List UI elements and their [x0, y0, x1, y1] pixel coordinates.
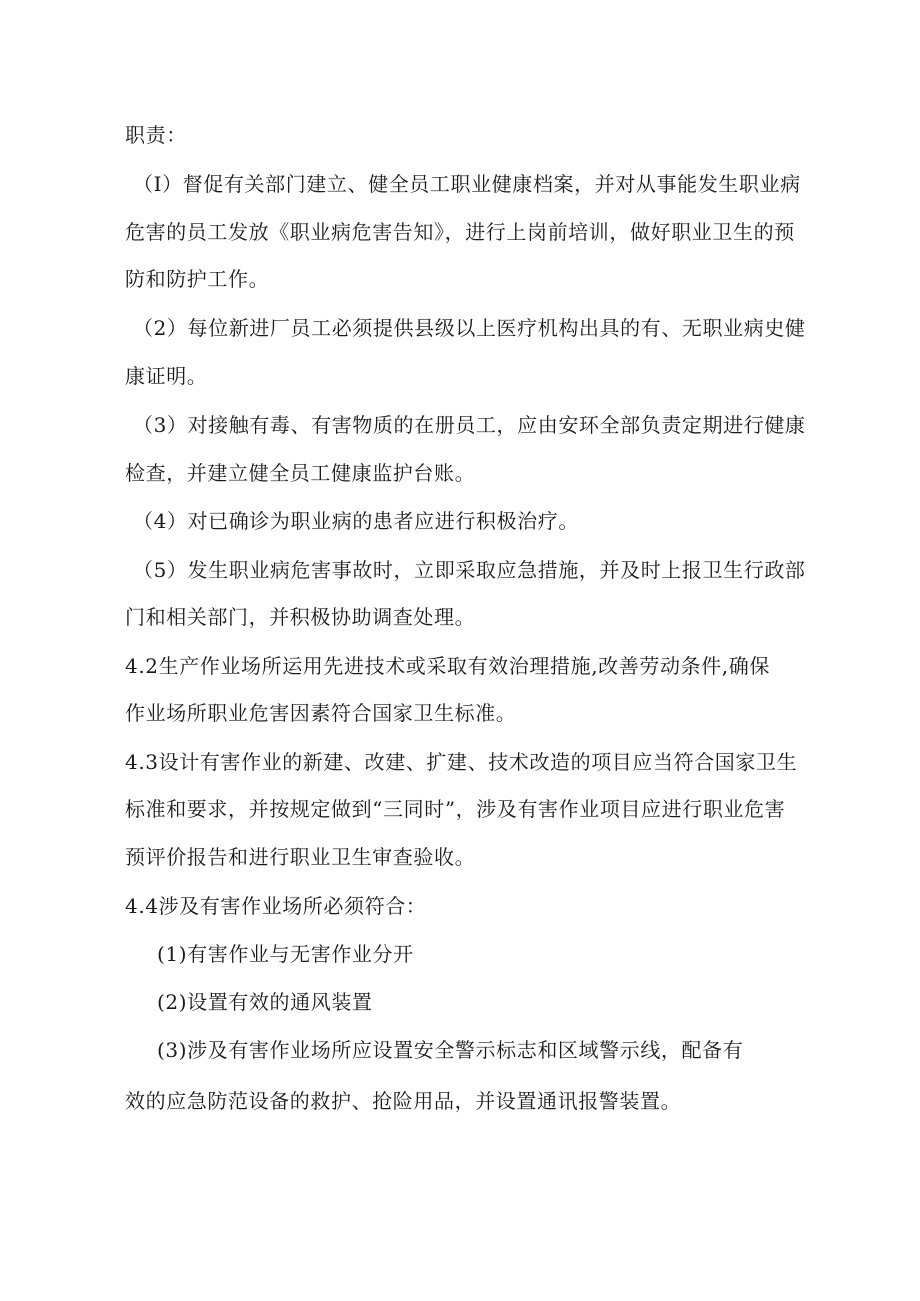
- text-line: 门和相关部门，并积极协助调查处理。: [125, 605, 476, 629]
- text-line: 效的应急防范设备的救护、抢险用品，并设置通讯报警装置。: [125, 1089, 682, 1113]
- text-line: 4.2生产作业场所运用先进技术或采取有效治理措施,改善劳动条件,确保: [125, 654, 770, 678]
- text-line: （5）发生职业病危害事故时，立即采取应急措施，并及时上报卫生行政部: [133, 558, 806, 582]
- text-line: 职责：: [125, 123, 187, 147]
- text-line: （I）督促有关部门建立、健全员工职业健康档案，并对从事能发生职业病: [133, 172, 801, 196]
- text-line: 4.3设计有害作业的新建、改建、扩建、技术改造的项目应当符合国家卫生: [125, 750, 798, 774]
- text-line: 预评价报告和进行职业卫生审查验收。: [125, 845, 476, 869]
- text-line: 作业场所职业危害因素符合国家卫生标准。: [125, 701, 517, 725]
- text-line: 危害的员工发放《职业病危害告知》，进行上岗前培训，做好职业卫生的预: [125, 220, 795, 244]
- text-line: （2）每位新进厂员工必须提供县级以上医疗机构出具的有、无职业病史健: [133, 316, 806, 340]
- text-line: 4.4涉及有害作业场所必须符合：: [125, 894, 427, 918]
- text-line: (2)设置有效的通风装置: [157, 990, 373, 1014]
- text-line: （3）对接触有毒、有害物质的在册员工，应由安环全部负责定期进行健康: [133, 413, 806, 437]
- text-line: (1)有害作业与无害作业分开: [157, 942, 414, 966]
- text-line: 防和防护工作。: [125, 267, 270, 291]
- text-line: （4）对已确诊为职业病的患者应进行积极治疗。: [133, 509, 579, 533]
- text-line: (3)涉及有害作业场所应设置安全警示标志和区域警示线，配备有: [157, 1038, 744, 1062]
- text-line: 康证明。: [125, 364, 208, 388]
- text-line: 检查，并建立健全员工健康监护台账。: [125, 461, 476, 485]
- text-line: 标准和要求，并按规定做到“三同时”，涉及有害作业项目应进行职业危害: [125, 797, 786, 821]
